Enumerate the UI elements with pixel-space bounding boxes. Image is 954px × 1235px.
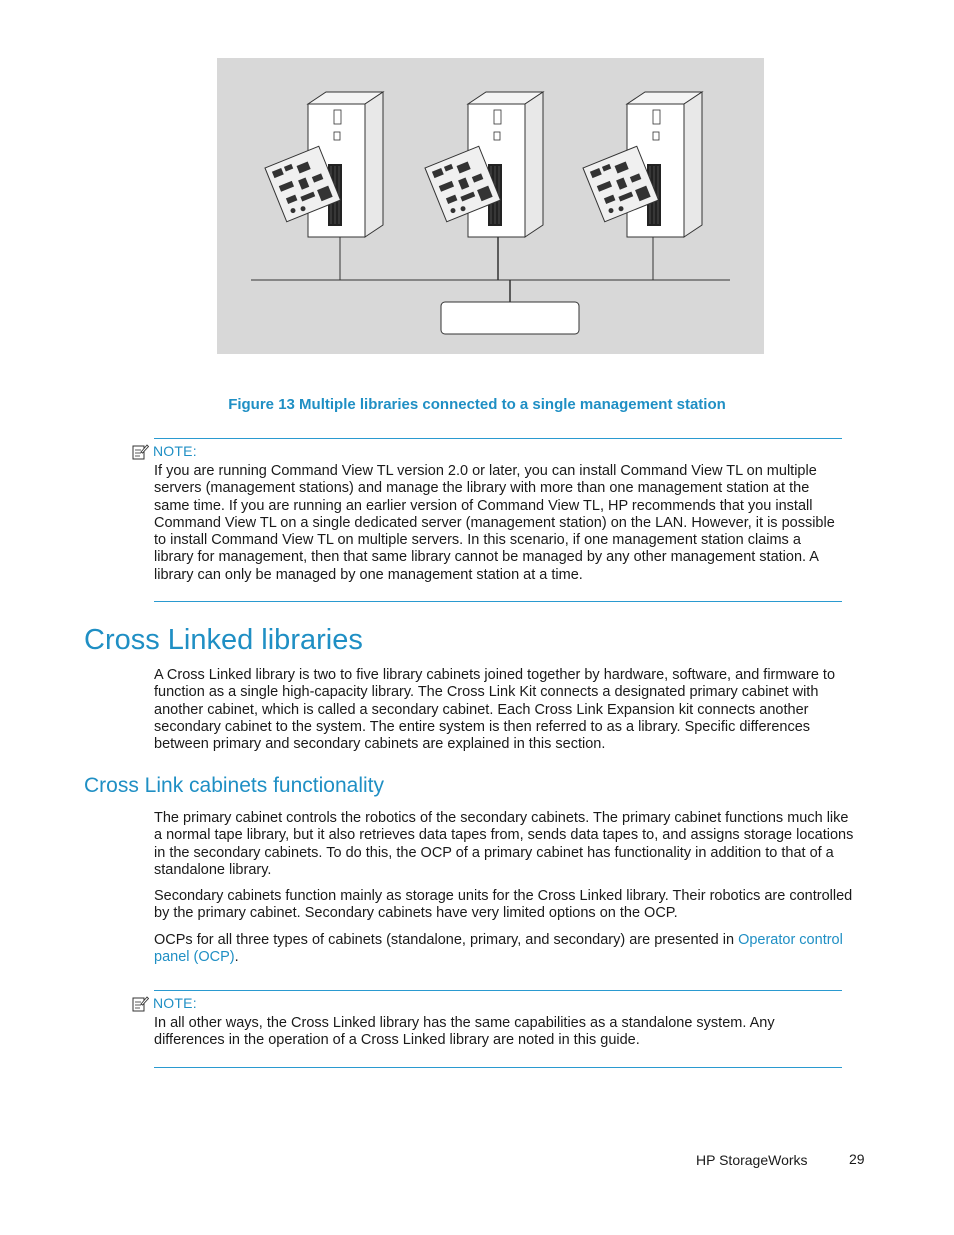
management-station-box (441, 302, 579, 334)
note-pencil-icon (132, 443, 149, 460)
subsection-heading: Cross Link cabinets functionality (84, 774, 384, 797)
ocp-text-after: . (234, 949, 239, 966)
ocp-link[interactable]: Operator control panel (OCP) (154, 932, 843, 966)
network-diagram-figure (217, 58, 764, 354)
note-box-2 (154, 990, 842, 1068)
paragraph-secondary-cabinets: Secondary cabinets function mainly as storage units for the Cross Linked library. Their robotics are controlled by the primary cabinet. Secondary cabinets have very limited options on the OCP. (154, 888, 853, 922)
page-number: 29 (849, 1151, 865, 1167)
figure-caption: Figure 13 Multiple libraries connected to a single management station (228, 396, 726, 413)
note-box-1 (154, 438, 842, 602)
section-intro-paragraph: A Cross Linked library is two to five library cabinets joined together by hardware, software, and firmware to function as a single high-capacity library. The Cross Link Kit connects a designated primary cabinet with another cabinet, which is called a secondary cabinet. Each Cross Link Expansion kit connects another secondary cabinet to the system. The entire system is then referred to as a library. Specific differences between primary and secondary cabinets are explained in this section. (154, 667, 836, 753)
paragraph-primary-cabinet: The primary cabinet controls the robotics of the secondary cabinets. The primary cabinet functions much like a normal tape library, but it also retrieves data tapes from, sends data tapes to, and assigns storage locations in the secondary cabinets. To do this, the OCP of a primary cabinet has functionality in addition to that of a standalone library. (154, 810, 854, 878)
section-heading: Cross Linked libraries (84, 624, 363, 656)
ocp-text-before: OCPs for all three types of cabinets (standalone, primary, and secondary) are presented in (154, 932, 739, 948)
note-text: In all other ways, the Cross Linked library has the same capabilities as a standalone system. Any differences in the operation of a Cross Linked library are noted in this guide. (154, 1015, 775, 1049)
note-header (132, 441, 197, 461)
note-header (132, 993, 197, 1013)
paragraph-ocp-reference (154, 932, 860, 967)
libraries-diagram (217, 58, 764, 354)
note-pencil-icon (132, 995, 149, 1012)
note-text: If you are running Command View TL version 2.0 or later, you can install Command View TL on multiple servers (management stations) and manage the library with more than one management station at the same time. If you are running an earlier version of Command View TL, HP recommends that you install Command View TL on a single dedicated server (management station) on the LAN. However, it is possible to install Command View TL on multiple servers. In this scenario, if one management station claims a library for management, then that same library cannot be managed by any other management station. A library can only be managed by one management station at a time. (154, 463, 835, 583)
note-label: NOTE: (153, 995, 197, 1011)
note-label: NOTE: (153, 443, 197, 459)
footer-product-name: HP StorageWorks (696, 1152, 808, 1168)
